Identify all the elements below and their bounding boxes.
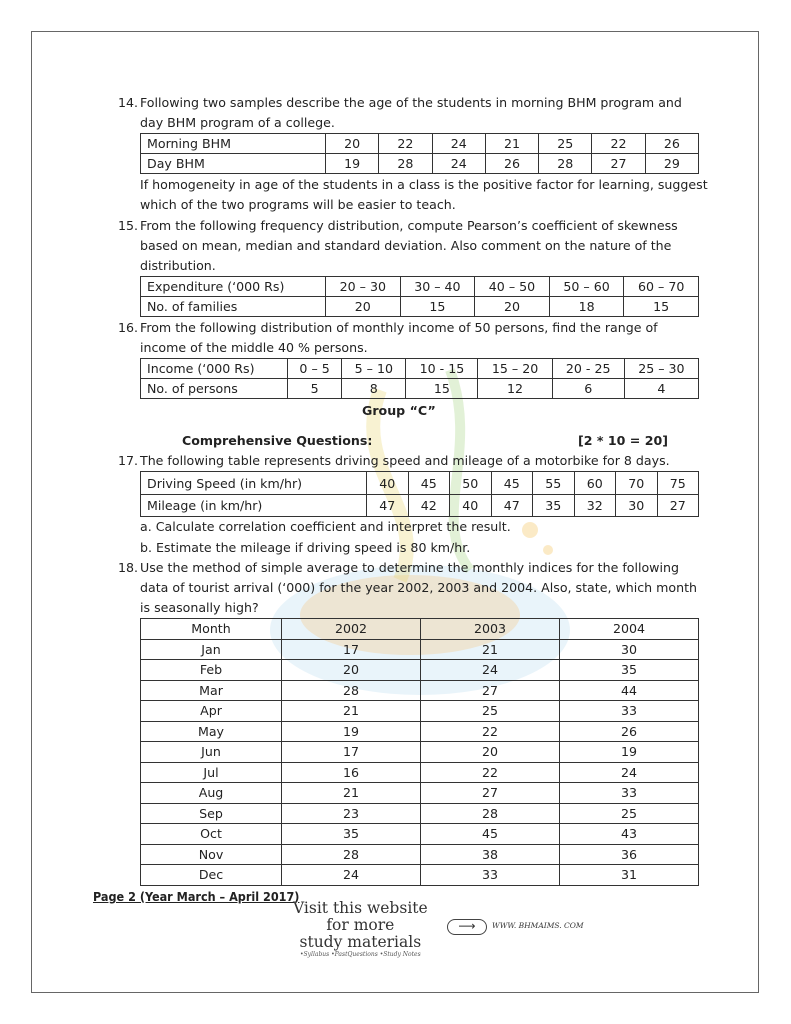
table-cell: 38: [421, 844, 560, 865]
q14-table: [140, 133, 699, 174]
table-cell: 19: [282, 721, 421, 742]
table-cell: 33: [421, 865, 560, 886]
question-16: 16. From the following distribution of monthly income of 50 persons, find the range of: [118, 320, 658, 335]
row-label: Mileage (in km/hr): [141, 495, 367, 517]
table-cell: 50 – 60: [549, 277, 624, 297]
table-cell: 27: [657, 495, 699, 517]
table-cell: 15: [624, 297, 699, 317]
table-cell: 16: [282, 762, 421, 783]
table-cell: 45: [421, 824, 560, 845]
row-label: Income (‘000 Rs): [141, 359, 288, 379]
table-cell: 40: [367, 472, 409, 495]
table-cell: 18: [549, 297, 624, 317]
table-cell: Aug: [141, 783, 282, 804]
table-row: [141, 721, 699, 742]
table-cell: Feb: [141, 660, 282, 681]
table-cell: 24: [282, 865, 421, 886]
table-cell: 25: [560, 803, 699, 824]
table-cell: 27: [421, 680, 560, 701]
table-cell: 5: [288, 379, 342, 399]
table-row: [141, 803, 699, 824]
table-row: [141, 277, 699, 297]
question-17: 17. The following table represents driving speed and mileage of a motorbike for 8 days.: [118, 453, 670, 468]
website-ad: [293, 900, 428, 959]
question-14-text: If homogeneity in age of the students in a class is the positive factor for learning, suggest: [140, 177, 708, 192]
table-row: [141, 134, 699, 154]
table-cell: 15: [406, 379, 478, 399]
question-15-text: distribution.: [140, 258, 216, 273]
row-label: No. of persons: [141, 379, 288, 399]
table-row: [141, 472, 699, 495]
table-cell: 55: [533, 472, 575, 495]
table-row: [141, 154, 699, 174]
table-cell: 30: [560, 639, 699, 660]
table-cell: 22: [421, 762, 560, 783]
table-cell: 24: [432, 154, 485, 174]
table-cell: 47: [367, 495, 409, 517]
table-cell: 21: [485, 134, 538, 154]
table-row: [141, 865, 699, 886]
table-cell: 26: [485, 154, 538, 174]
question-18-text: is seasonally high?: [140, 600, 259, 615]
table-cell: 30 – 40: [400, 277, 475, 297]
table-cell: 44: [560, 680, 699, 701]
table-cell: 24: [421, 660, 560, 681]
arrow-icon: ⟶: [447, 919, 487, 935]
table-cell: 22: [592, 134, 645, 154]
table-cell: 20: [326, 297, 401, 317]
table-cell: 15 – 20: [478, 359, 552, 379]
ad-subtext: •Syllabus •PastQuestions •Study Notes: [299, 951, 421, 958]
question-15: 15. From the following frequency distribution, compute Pearson’s coefficient of skewness: [118, 218, 678, 233]
website-url[interactable]: WWW. BHMAIMS. COM: [492, 921, 584, 930]
table-row: [141, 680, 699, 701]
table-cell: 40: [450, 495, 492, 517]
question-14-text: which of the two programs will be easier to teach.: [140, 197, 456, 212]
table-cell: 35: [282, 824, 421, 845]
table-row: [141, 359, 699, 379]
question-17-part-b: b. Estimate the mileage if driving speed is 80 km/hr.: [140, 540, 471, 555]
table-cell: 19: [326, 154, 379, 174]
group-title: Group “C”: [362, 403, 436, 418]
table-cell: 35: [533, 495, 575, 517]
table-cell: 25 – 30: [624, 359, 698, 379]
question-15-text: based on mean, median and standard deviation. Also comment on the nature of the: [140, 238, 672, 253]
table-cell: 24: [432, 134, 485, 154]
ad-line: study materials: [299, 933, 422, 951]
question-18-text: data of tourist arrival (‘000) for the year 2002, 2003 and 2004. Also, state, which month: [140, 580, 698, 595]
row-label: No. of families: [141, 297, 326, 317]
table-row: [141, 824, 699, 845]
table-cell: 33: [560, 701, 699, 722]
table-cell: 28: [282, 680, 421, 701]
question-14-text: day BHM program of a college.: [140, 115, 335, 130]
table-cell: 40 – 50: [475, 277, 550, 297]
table-cell: 20 - 25: [552, 359, 624, 379]
table-row: [141, 701, 699, 722]
column-header: 2002: [282, 619, 421, 640]
table-cell: 45: [491, 472, 533, 495]
question-16-text: income of the middle 40 % persons.: [140, 340, 368, 355]
table-cell: 36: [560, 844, 699, 865]
table-cell: 31: [560, 865, 699, 886]
question-17-part-a: a. Calculate correlation coefficient and interpret the result.: [140, 519, 511, 534]
ad-line: Visit this website: [293, 899, 428, 917]
table-cell: 70: [616, 472, 658, 495]
table-cell: 28: [379, 154, 432, 174]
table-cell: 29: [645, 154, 698, 174]
table-cell: 47: [491, 495, 533, 517]
q15-table: [140, 276, 699, 317]
table-cell: 25: [421, 701, 560, 722]
page-footer: Page 2 (Year March – April 2017): [93, 889, 300, 904]
table-cell: 20: [475, 297, 550, 317]
table-cell: 26: [645, 134, 698, 154]
row-label: Day BHM: [141, 154, 326, 174]
table-cell: Apr: [141, 701, 282, 722]
table-row: [141, 297, 699, 317]
table-cell: 27: [421, 783, 560, 804]
table-row: [141, 495, 699, 517]
table-cell: Sep: [141, 803, 282, 824]
table-cell: 60: [574, 472, 616, 495]
table-cell: May: [141, 721, 282, 742]
q17-table: [140, 471, 699, 517]
table-cell: Jul: [141, 762, 282, 783]
table-row: [141, 639, 699, 660]
table-cell: 10 - 15: [406, 359, 478, 379]
question-18: 18. Use the method of simple average to determine the monthly indices for the following: [118, 560, 679, 575]
q16-table: [140, 358, 699, 399]
table-cell: 21: [282, 701, 421, 722]
table-cell: 0 – 5: [288, 359, 342, 379]
row-label: Expenditure (‘000 Rs): [141, 277, 326, 297]
column-header: 2004: [560, 619, 699, 640]
table-cell: 28: [421, 803, 560, 824]
row-label: Driving Speed (in km/hr): [141, 472, 367, 495]
table-cell: 20: [282, 660, 421, 681]
table-cell: 17: [282, 742, 421, 763]
ad-line: for more: [326, 916, 395, 934]
table-cell: 24: [560, 762, 699, 783]
table-cell: 42: [408, 495, 450, 517]
column-header: 2003: [421, 619, 560, 640]
table-cell: 32: [574, 495, 616, 517]
section-marks: [2 * 10 = 20]: [578, 433, 669, 448]
section-title: Comprehensive Questions:: [182, 433, 373, 448]
table-cell: 45: [408, 472, 450, 495]
table-cell: Nov: [141, 844, 282, 865]
table-cell: 75: [657, 472, 699, 495]
table-cell: 5 – 10: [342, 359, 406, 379]
table-cell: 6: [552, 379, 624, 399]
table-cell: 25: [539, 134, 592, 154]
q18-table: [140, 618, 699, 886]
table-cell: 12: [478, 379, 552, 399]
table-row: [141, 762, 699, 783]
table-cell: 20 – 30: [326, 277, 401, 297]
table-cell: 43: [560, 824, 699, 845]
table-cell: 33: [560, 783, 699, 804]
table-cell: 20: [326, 134, 379, 154]
table-row: [141, 660, 699, 681]
table-cell: 21: [421, 639, 560, 660]
column-header: Month: [141, 619, 282, 640]
table-cell: 17: [282, 639, 421, 660]
table-cell: Oct: [141, 824, 282, 845]
table-cell: 60 – 70: [624, 277, 699, 297]
table-cell: 20: [421, 742, 560, 763]
table-row: [141, 742, 699, 763]
table-cell: Jun: [141, 742, 282, 763]
table-cell: Dec: [141, 865, 282, 886]
table-cell: 50: [450, 472, 492, 495]
table-cell: 4: [624, 379, 698, 399]
table-cell: 28: [539, 154, 592, 174]
table-cell: 22: [421, 721, 560, 742]
table-cell: 21: [282, 783, 421, 804]
table-header-row: [141, 619, 699, 640]
table-cell: 28: [282, 844, 421, 865]
table-cell: 19: [560, 742, 699, 763]
table-cell: 27: [592, 154, 645, 174]
table-cell: 23: [282, 803, 421, 824]
table-row: [141, 783, 699, 804]
table-row: [141, 379, 699, 399]
table-cell: Mar: [141, 680, 282, 701]
table-cell: 26: [560, 721, 699, 742]
table-cell: 35: [560, 660, 699, 681]
table-cell: 30: [616, 495, 658, 517]
row-label: Morning BHM: [141, 134, 326, 154]
table-cell: 8: [342, 379, 406, 399]
question-14: 14. Following two samples describe the age of the students in morning BHM program and: [118, 95, 682, 110]
table-cell: Jan: [141, 639, 282, 660]
table-cell: 15: [400, 297, 475, 317]
table-row: [141, 844, 699, 865]
table-cell: 22: [379, 134, 432, 154]
